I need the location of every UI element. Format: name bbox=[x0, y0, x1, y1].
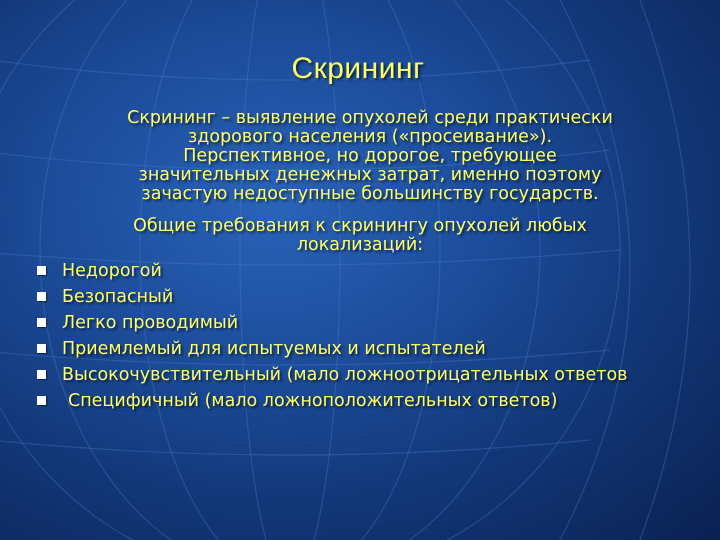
slide-title bbox=[0, 52, 720, 86]
intro-line: Скрининг – выявление опухолей среди практически bbox=[127, 108, 613, 128]
list-item bbox=[18, 392, 698, 411]
square-bullet-icon bbox=[37, 396, 46, 405]
list-item bbox=[18, 340, 698, 359]
requirements-heading bbox=[40, 217, 680, 255]
square-bullet-icon bbox=[37, 292, 46, 301]
intro-line: здорового населения («просеивание»). bbox=[187, 127, 553, 147]
intro-line: зачастую недоступные большинству государств. bbox=[141, 184, 599, 204]
intro-paragraph bbox=[60, 109, 680, 204]
list-item bbox=[18, 288, 698, 307]
list-item-text: Высокочувствительный (мало ложноотрицательных ответов bbox=[62, 365, 628, 385]
requirements-line: локализаций: bbox=[296, 235, 424, 255]
list-item-text: Безопасный bbox=[62, 287, 174, 307]
square-bullet-icon bbox=[37, 318, 46, 327]
intro-line: Перспективное, но дорогое, требующее bbox=[183, 146, 557, 166]
intro-line: значительных денежных затрат, именно поэтому bbox=[138, 165, 602, 185]
square-bullet-icon bbox=[37, 266, 46, 275]
list-item-text: Недорогой bbox=[62, 261, 162, 281]
list-item-text: Специфичный (мало ложноположительных ответов) bbox=[68, 391, 558, 411]
list-item-text: Приемлемый для испытуемых и испытателей bbox=[62, 339, 486, 359]
square-bullet-icon bbox=[37, 344, 46, 353]
requirements-line: Общие требования к скринингу опухолей любых bbox=[133, 216, 587, 236]
list-item bbox=[18, 314, 698, 333]
list-item bbox=[18, 366, 698, 385]
square-bullet-icon bbox=[37, 370, 46, 379]
list-item bbox=[18, 262, 698, 281]
slide-title-text: Скрининг bbox=[291, 52, 425, 85]
requirements-list bbox=[18, 262, 698, 418]
list-item-text: Легко проводимый bbox=[62, 313, 239, 333]
